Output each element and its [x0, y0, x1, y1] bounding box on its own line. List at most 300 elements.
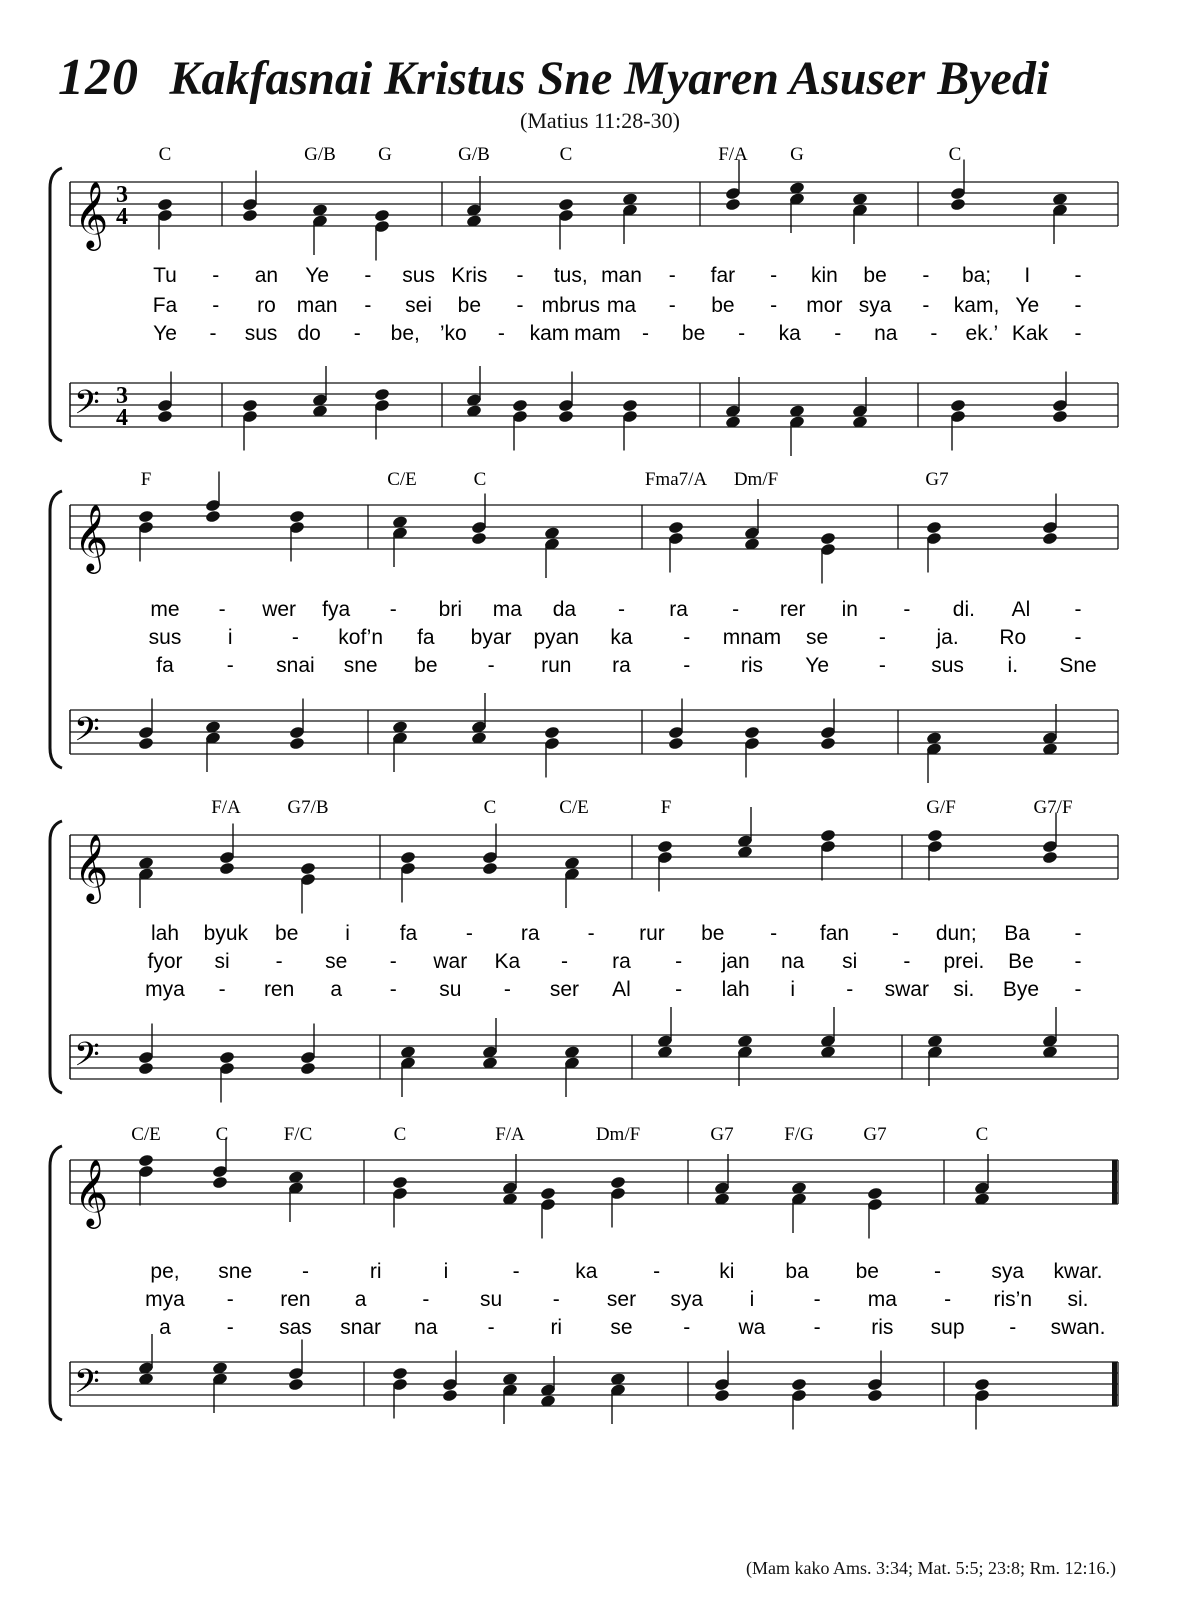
syllable-hyphen: - [891, 922, 899, 945]
lyric-syllable: ka [610, 626, 633, 649]
syllable-hyphen: - [618, 598, 625, 621]
syllable-hyphen: - [512, 1260, 520, 1283]
treble-notes [157, 160, 1069, 261]
syllable-hyphen: - [668, 264, 676, 287]
syllable-hyphen: - [1074, 598, 1082, 621]
notehead [926, 520, 943, 534]
chord-symbols [141, 469, 949, 490]
lyric-syllable: si. [1067, 1288, 1089, 1311]
lyric-syllable: kwar. [1053, 1260, 1103, 1283]
syllable-hyphen: - [770, 294, 778, 317]
notehead [791, 1377, 808, 1391]
syllable-hyphen: - [422, 1288, 430, 1311]
lyric-syllable: man [601, 264, 642, 287]
time-signature-bottom: 4 [116, 204, 128, 230]
chord-symbol: G [378, 144, 392, 165]
treble-staff [70, 503, 1118, 574]
lyric-syllable: be [711, 294, 735, 317]
lyric-syllable: be [275, 922, 299, 945]
chord-symbol: C [948, 144, 962, 165]
treble-clef-icon: 𝄞 [74, 1158, 109, 1226]
system-bracket [50, 168, 62, 441]
lyric-syllable: sne [218, 1260, 253, 1283]
notehead [512, 398, 529, 412]
syllable-hyphen: - [1074, 978, 1082, 1001]
music-system [50, 1124, 1118, 1430]
lyric-syllable: be, [390, 322, 420, 345]
notehead [558, 197, 575, 211]
hymn-title: Kakfasnai Kristus Sne Myaren Asuser Byedi [169, 52, 1050, 105]
time-signature-bottom: 4 [116, 405, 128, 431]
syllable-hyphen: - [834, 322, 842, 345]
notehead [242, 398, 259, 412]
lyric-syllable: kam, [953, 294, 1000, 317]
notehead [974, 1377, 991, 1391]
syllable-hyphen: - [846, 978, 854, 1001]
syllable-hyphen: - [389, 598, 397, 621]
chord-symbol: C [975, 1124, 989, 1145]
notehead [138, 1061, 155, 1075]
lyric-syllable: lah [721, 978, 750, 1001]
notehead [289, 509, 306, 523]
notehead [392, 1366, 409, 1380]
lyric-syllable: fa [417, 626, 435, 649]
lyric-syllable: se [325, 950, 348, 973]
lyric-syllable: sas [279, 1316, 312, 1339]
lyric-syllable: run [541, 654, 572, 677]
notehead [668, 736, 685, 750]
chord-symbol: G7 [863, 1124, 887, 1145]
bass-clef-icon: 𝄢 [74, 1363, 100, 1409]
syllable-hyphen: - [1074, 626, 1082, 649]
notehead [212, 1175, 229, 1189]
syllable-hyphen: - [552, 1288, 560, 1311]
lyric-syllable: do [297, 322, 321, 345]
lyric-syllable: mya [145, 978, 185, 1001]
syllable-hyphen: - [497, 322, 505, 345]
lyric-syllable: rur [639, 922, 665, 945]
notehead [668, 520, 685, 534]
chord-symbol: G7 [925, 469, 949, 490]
syllable-hyphen: - [487, 654, 495, 677]
syllable-hyphen: - [770, 264, 778, 287]
notehead [610, 1175, 627, 1189]
chord-symbol: Dm/F [733, 469, 779, 490]
lyric-syllable: ri [369, 1260, 382, 1283]
lyric-syllable: Kak [1011, 322, 1049, 345]
syllable-hyphen: - [878, 626, 886, 649]
chord-symbol: C [215, 1124, 229, 1145]
notehead [820, 828, 837, 842]
lyric-syllable: snar [340, 1316, 382, 1339]
chord-symbol: Dm/F [595, 1124, 641, 1145]
lyric-syllable: jan [721, 950, 750, 973]
syllable-hyphen: - [226, 1288, 234, 1311]
lyric-syllable: da [552, 598, 577, 621]
lyric-line-2 [145, 1288, 1088, 1311]
chord-symbol: G/B [458, 144, 490, 165]
syllable-hyphen: - [922, 264, 930, 287]
notehead [289, 736, 306, 750]
lyric-syllable: swar [884, 978, 929, 1001]
bass-staff [70, 1362, 1118, 1409]
lyric-line-3 [156, 654, 1096, 677]
music-system [50, 144, 1118, 456]
lyric-syllable: ba [785, 1260, 809, 1283]
lyric-syllable: be [457, 294, 482, 317]
notehead [622, 398, 639, 412]
notehead [927, 828, 944, 842]
lyric-line-2 [153, 294, 1082, 317]
notehead [725, 197, 742, 211]
lyric-syllable: i [749, 1288, 755, 1311]
notehead [138, 509, 155, 523]
lyric-syllable: si. [953, 978, 975, 1001]
treble-clef-icon: 𝄞 [74, 180, 109, 248]
lyric-syllable: mbrus [541, 294, 600, 317]
lyric-syllable: sya [858, 294, 892, 317]
final-barline [1112, 1160, 1117, 1204]
chord-symbol: C [158, 144, 172, 165]
lyric-syllable: ra [612, 950, 631, 973]
notehead [400, 850, 417, 864]
lyric-syllable: Ye [805, 654, 830, 677]
notehead [138, 1153, 155, 1167]
footer-references: (Mam kako Ams. 3:34; Mat. 5:5; 23:8; Rm. 12:16.) [746, 1558, 1116, 1578]
lyric-syllable: wa [738, 1316, 766, 1339]
lyric-syllable: se [610, 1316, 633, 1339]
lyric-syllable: me [150, 598, 180, 621]
lyric-syllable: kam [529, 322, 570, 345]
treble-staff [70, 1158, 1118, 1229]
lyric-syllable: ra [612, 654, 631, 677]
lyric-syllable: sne [343, 654, 378, 677]
notehead [820, 531, 837, 545]
syllable-hyphen: - [389, 978, 397, 1001]
chord-symbol: F [660, 797, 672, 818]
lyric-syllable: i. [1007, 654, 1019, 677]
syllable-hyphen: - [1074, 922, 1082, 945]
lyric-syllable: ka [575, 1260, 598, 1283]
bass-clef-icon: 𝄢 [74, 384, 100, 430]
notehead [157, 409, 174, 423]
syllable-hyphen: - [813, 1316, 821, 1339]
music-system [50, 797, 1118, 1103]
bass-clef-icon: 𝄢 [74, 1036, 100, 1082]
lyric-syllable: mya [145, 1288, 185, 1311]
syllable-hyphen: - [516, 294, 524, 317]
chord-symbol: G7 [710, 1124, 734, 1145]
lyric-syllable: sus [931, 654, 964, 677]
syllable-hyphen: - [291, 626, 299, 649]
lyric-syllable: ba; [961, 264, 992, 287]
treble-notes [138, 1138, 991, 1239]
lyric-syllable: ren [280, 1288, 311, 1311]
notehead [205, 509, 222, 523]
lyric-syllable: ek.’ [965, 322, 999, 345]
lyric-syllable: si [214, 950, 230, 973]
notehead [157, 197, 174, 211]
syllable-hyphen: - [934, 1260, 942, 1283]
lyric-syllable: ser [549, 978, 580, 1001]
lyric-syllable: war [433, 950, 468, 973]
chord-symbol: C/E [387, 469, 417, 490]
notehead [867, 1388, 884, 1402]
chord-symbol: F/G [784, 1124, 814, 1145]
syllable-hyphen: - [675, 950, 683, 973]
lyric-syllable: fa [156, 654, 174, 677]
syllable-hyphen: - [813, 1288, 821, 1311]
lyric-syllable: ma [867, 1288, 897, 1311]
lyric-syllable: bri [438, 598, 462, 621]
treble-notes [138, 807, 1059, 914]
syllable-hyphen: - [364, 294, 372, 317]
lyric-syllable: man [296, 294, 338, 317]
lyric-syllable: ris [740, 654, 764, 677]
lyric-syllable: ja. [936, 626, 959, 649]
syllable-hyphen: - [389, 950, 397, 973]
lyric-syllable: kin [810, 264, 838, 287]
lyric-line-3 [153, 322, 1081, 345]
lyric-syllable: i [227, 626, 233, 649]
notehead [138, 736, 155, 750]
syllable-hyphen: - [1074, 322, 1082, 345]
lyric-syllable: sya [670, 1288, 704, 1311]
lyric-syllable: ser [606, 1288, 637, 1311]
lyric-syllable: swan. [1050, 1316, 1106, 1339]
lyric-syllable: mnam [722, 626, 782, 649]
lyric-syllable: ki [719, 1260, 735, 1283]
lyric-syllable: se [806, 626, 829, 649]
lyric-syllable: sup [930, 1316, 965, 1339]
lyric-syllable: a [354, 1288, 367, 1311]
time-signature-top: 3 [116, 383, 128, 409]
lyric-line-1 [153, 264, 1081, 287]
notehead [374, 387, 391, 401]
lyric-syllable: su [479, 1288, 503, 1311]
music-system [50, 469, 1118, 783]
notehead [1042, 850, 1059, 864]
syllable-hyphen: - [675, 978, 683, 1001]
syllable-hyphen: - [503, 978, 511, 1001]
notehead [471, 531, 488, 545]
chord-symbol: C [559, 144, 573, 165]
notehead [1052, 409, 1069, 423]
lyric-syllable: i [345, 922, 350, 945]
syllable-hyphen: - [218, 978, 226, 1001]
lyric-syllable: fyor [147, 950, 183, 973]
notehead [714, 1388, 731, 1402]
syllable-hyphen: - [878, 654, 886, 677]
notehead [1042, 531, 1059, 545]
lyric-syllable: tus, [553, 264, 588, 287]
lyric-syllable: sus [402, 264, 435, 287]
lyric-syllable: ka [778, 322, 801, 345]
lyric-syllable: di. [952, 598, 975, 621]
lyric-syllable: ris [871, 1316, 894, 1339]
lyric-syllable: sus [148, 626, 182, 649]
bass-notes [157, 366, 1069, 456]
bass-clef-icon: 𝄢 [74, 711, 100, 757]
notehead [219, 1050, 236, 1064]
chord-symbols [211, 797, 1072, 818]
notehead [219, 861, 236, 875]
syllable-hyphen: - [212, 294, 220, 317]
syllable-hyphen: - [930, 322, 938, 345]
lyric-syllable: na [781, 950, 805, 973]
lyric-syllable: fa [399, 922, 418, 945]
syllable-hyphen: - [732, 598, 740, 621]
lyric-line-2 [149, 626, 1082, 649]
lyric-syllable: dun; [935, 922, 977, 945]
syllable-hyphen: - [770, 922, 778, 945]
notehead [867, 1186, 884, 1200]
syllable-hyphen: - [903, 950, 911, 973]
lyric-syllable: Ka [494, 950, 521, 973]
chord-symbol: G [790, 144, 804, 165]
lyric-syllable: Sne [1059, 654, 1097, 677]
notehead [558, 409, 575, 423]
lyric-syllable: na [874, 322, 898, 345]
notehead [300, 1061, 317, 1075]
syllable-hyphen: - [487, 1316, 495, 1339]
lyric-line-2 [147, 950, 1081, 973]
chord-symbol: Fma7/A [644, 469, 708, 490]
chord-symbol: C [393, 1124, 407, 1145]
chord-symbol: G7/B [287, 797, 329, 818]
syllable-hyphen: - [683, 1316, 691, 1339]
syllable-hyphen: - [364, 264, 372, 287]
notehead [540, 1186, 557, 1200]
syllable-hyphen: - [560, 950, 568, 973]
lyric-syllable: ri [550, 1316, 563, 1339]
chord-symbol: F/A [718, 144, 748, 165]
notehead [392, 1175, 409, 1189]
notehead [820, 736, 837, 750]
syllable-hyphen: - [218, 598, 226, 621]
treble-clef-icon: 𝄞 [74, 503, 109, 571]
chord-symbols [131, 1124, 988, 1145]
syllable-hyphen: - [209, 322, 217, 345]
bass-staff [70, 710, 1118, 757]
lyric-syllable: ’ko [439, 322, 467, 345]
lyric-syllable: si [842, 950, 858, 973]
lyric-syllable: an [254, 264, 279, 287]
lyric-syllable: lah [150, 922, 180, 945]
syllable-hyphen: - [1074, 264, 1082, 287]
lyric-syllable: fya [322, 598, 351, 621]
lyric-syllable: far [710, 264, 736, 287]
lyric-syllable: fan [819, 922, 850, 945]
final-barline [1112, 1362, 1117, 1406]
lyric-syllable: rer [779, 598, 806, 621]
lyric-line-3 [145, 978, 1081, 1001]
bass-notes [138, 1334, 991, 1430]
lyric-syllable: na [414, 1316, 438, 1339]
syllable-hyphen: - [653, 1260, 661, 1283]
syllable-hyphen: - [683, 654, 691, 677]
notehead [482, 861, 499, 875]
syllable-hyphen: - [465, 922, 473, 945]
hymn-number: 120 [58, 49, 139, 106]
notehead [950, 398, 967, 412]
notehead [744, 725, 761, 739]
chord-symbol: C [473, 469, 487, 490]
syllable-hyphen: - [275, 950, 283, 973]
lyric-syllable: in [841, 598, 858, 621]
lyric-syllable: kof’n [338, 626, 384, 649]
chord-symbol: C [483, 797, 497, 818]
lyric-syllable: Fa [152, 294, 178, 317]
syllable-hyphen: - [922, 294, 930, 317]
lyric-syllable: be [863, 264, 887, 287]
lyric-syllable: Kris [451, 264, 488, 287]
lyric-syllable: sei [405, 294, 433, 317]
lyric-syllable: ra [669, 598, 688, 621]
syllable-hyphen: - [903, 598, 911, 621]
syllable-hyphen: - [1074, 294, 1082, 317]
lyric-line-1 [151, 922, 1082, 945]
lyric-syllable: prei. [943, 950, 985, 973]
syllable-hyphen: - [1009, 1316, 1017, 1339]
chord-symbol: F/A [495, 1124, 525, 1145]
lyric-syllable: Ro [999, 626, 1027, 649]
lyric-syllable: wer [262, 598, 297, 621]
time-signature-top: 3 [116, 182, 128, 208]
lyric-syllable: ren [263, 978, 295, 1001]
chord-symbol: F [140, 469, 152, 490]
notehead [374, 208, 391, 222]
lyric-syllable: Be [1008, 950, 1034, 973]
lyric-syllable: i [443, 1260, 449, 1283]
lyric-syllable: byar [470, 626, 512, 649]
chord-symbol: G7/F [1033, 797, 1073, 818]
syllable-hyphen: - [642, 322, 650, 345]
lyric-syllable: a [159, 1316, 171, 1339]
chord-symbol: G/F [926, 797, 956, 818]
lyric-syllable: Ba [1004, 922, 1030, 945]
notehead [288, 1377, 305, 1391]
lyric-syllable: ma [492, 598, 522, 621]
lyric-line-1 [150, 1260, 1102, 1283]
lyric-syllable: pe, [150, 1260, 180, 1283]
chord-symbol: F/C [283, 1124, 313, 1145]
system-bracket [50, 821, 62, 1093]
chord-symbol: F/A [211, 797, 241, 818]
lyric-syllable: be [681, 322, 706, 345]
lyric-syllable: sya [991, 1260, 1025, 1283]
chord-symbol: C/E [131, 1124, 161, 1145]
lyric-syllable: I [1024, 264, 1031, 287]
lyric-syllable: be [414, 654, 438, 677]
system-bracket [50, 491, 62, 768]
lyric-syllable: ra [520, 922, 540, 945]
lyric-syllable: snai [276, 654, 315, 677]
syllable-hyphen: - [353, 322, 361, 345]
syllable-hyphen: - [683, 626, 691, 649]
syllable-hyphen: - [944, 1288, 952, 1311]
lyric-line-3 [159, 1316, 1105, 1339]
syllable-hyphen: - [301, 1260, 309, 1283]
lyric-syllable: sus [244, 322, 278, 345]
lyric-syllable: pyan [533, 626, 580, 649]
bass-notes [138, 1007, 1059, 1103]
lyric-syllable: ma [606, 294, 637, 317]
lyric-syllable: ris’n [993, 1288, 1033, 1311]
syllable-hyphen: - [226, 1316, 234, 1339]
lyric-syllable: Tu [153, 264, 177, 287]
treble-clef-icon: 𝄞 [74, 833, 109, 901]
